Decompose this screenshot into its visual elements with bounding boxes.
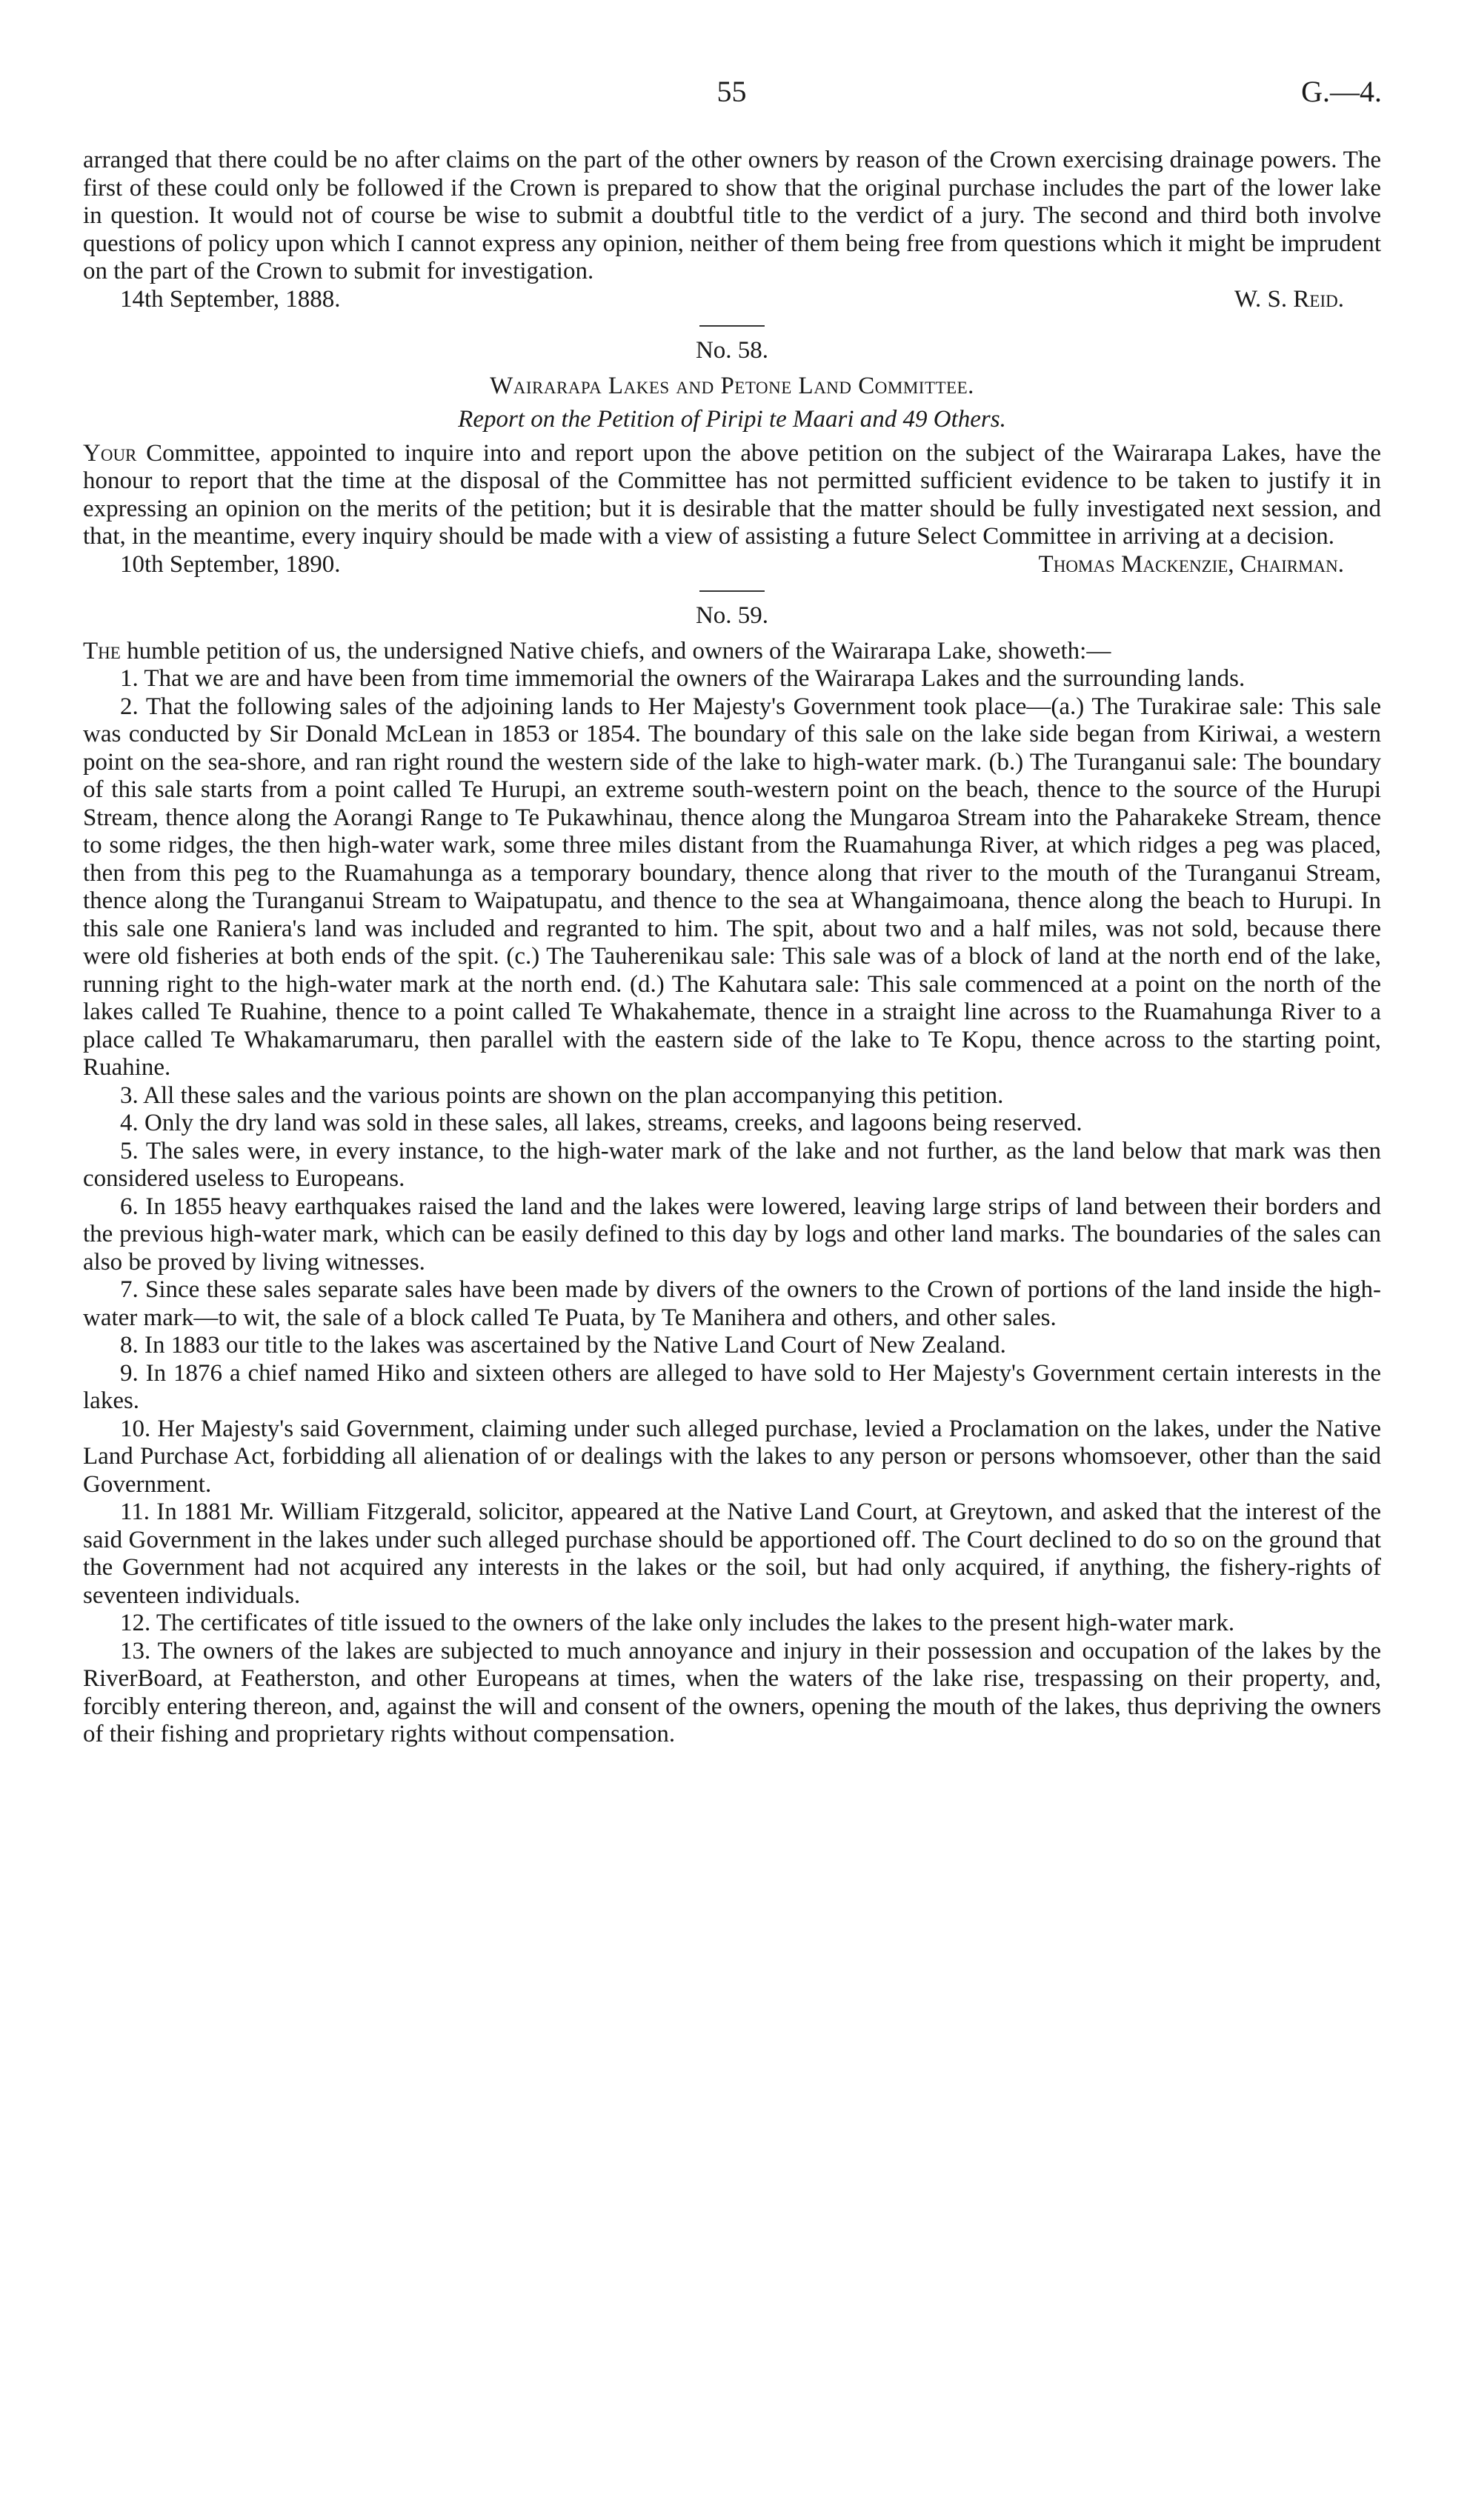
document-reference: G.—4. <box>1301 75 1382 108</box>
page-content <box>83 147 1381 1749</box>
intro-date: 14th September, 1888. <box>120 285 341 313</box>
section-59-intro <box>83 638 1381 666</box>
petition-paragraph-5: 5. The sales were, in every instance, to the high-water mark of the lake and not further, as the land below that mark was then considered useless to Europeans. <box>83 1137 1381 1192</box>
section-58-body: Committee, appointed to inquire into and report upon the above petition on the subject of the Wairarapa Lakes, have the honour to report that the time at the disposal of the Committee has not permitted sufficient evidence to be taken to justify it in expressing an opinion on the merits of the petition; but it is desirable that the matter should be fully investigated next session, and that, in the meantime, every inquiry should be made with a view of assisting a future Select Committee in arriving at a decision. <box>83 439 1381 550</box>
petition-paragraph-13: 13. The owners of the lakes are subjected to much annoyance and injury in their possession and occupation of the lakes by the RiverBoard, at Featherston, and other Europeans at times, when the waters of the lake rise, trespassing on their property, and, forcibly entering thereon, and, against the will and consent of the owners, opening the mouth of the lakes, thus depriving the owners of their fishing and proprietary rights without compensation. <box>83 1637 1381 1747</box>
petition-paragraph-4: 4. Only the dry land was sold in these sales, all lakes, streams, creeks, and lagoons being reserved. <box>120 1110 1082 1136</box>
intro-signature: W. S. Reid. <box>1234 285 1344 313</box>
petition-paragraph-11: 11. In 1881 Mr. William Fitzgerald, solicitor, appeared at the Native Land Court, at Greytown, and asked that the interest of the said Government in the lakes under such alleged purchase should be apportioned off. The Court declined to do so on the ground that the Government had not acquired any interests in the lakes or the soil, but had only acquired, if anything, the fishery-rights of seventeen individuals. <box>83 1499 1381 1609</box>
section-58-report <box>83 440 1381 551</box>
petition-paragraph-8: 8. In 1883 our title to the lakes was ascertained by the Native Land Court of New Zealand. <box>120 1332 1006 1359</box>
section-58-title: Wairarapa Lakes and Petone Land Committee. <box>490 372 974 399</box>
section-divider <box>699 590 765 592</box>
petition-paragraph-9: 9. In 1876 a chief named Hiko and sixteen others are alleged to have sold to Her Majesty's Government certain interests in the lakes. <box>83 1359 1381 1414</box>
page-number: 55 <box>716 75 747 108</box>
section-58-subtitle: Report on the Petition of Piripi te Maari and 49 Others. <box>458 406 1006 433</box>
petition-paragraph-10: 10. Her Majesty's said Government, claiming under such alleged purchase, levied a Proclamation on the lakes, under the Native Land Purchase Act, forbidding all alienation of or dealings with the lakes to any person or persons whomsoever, other than the said Government. <box>83 1415 1381 1498</box>
section-58-number: No. 58. <box>695 337 769 364</box>
petition-paragraph-7: 7. Since these sales separate sales have been made by divers of the owners to the Crown of portions of the land inside the high-water mark—to wit, the sale of a block called Te Puata, by Te Manihera and others, and other sales. <box>83 1276 1381 1331</box>
petition-paragraph-1: 1. That we are and have been from time immemorial the owners of the Wairarapa Lakes and the surrounding lands. <box>120 665 1245 692</box>
section-59-number: No. 59. <box>695 602 769 629</box>
petition-paragraph-3: 3. All these sales and the various points are shown on the plan accompanying this petition. <box>120 1081 1004 1109</box>
section-59-intro-text: humble petition of us, the undersigned Native chiefs, and owners of the Wairarapa Lake, showeth:— <box>120 637 1111 664</box>
petition-paragraph-6: 6. In 1855 heavy earthquakes raised the land and the lakes were lowered, leaving large strips of land between their borders and the previous high-water mark, which can be easily defined to this day by logs and other land marks. The boundaries of the sales can also be proved by living witnesses. <box>83 1193 1381 1276</box>
section-58-date: 10th September, 1890. <box>120 550 341 578</box>
section-58-signature: Thomas Mackenzie, Chairman. <box>1038 550 1344 578</box>
intro-signoff <box>83 286 1381 314</box>
section-divider <box>699 325 765 327</box>
section-59-lead: The <box>83 637 121 664</box>
page-header <box>82 74 1382 119</box>
section-58-signoff <box>83 551 1381 579</box>
petition-paragraph-2: 2. That the following sales of the adjoining lands to Her Majesty's Government took place—(a.) The Turakirae sale: This sale was conducted by Sir Donald McLean in 1853 or 1854. The boundary of this sale on the lake side began from Kiriwai, a western point on the sea-shore, and ran right round the western side of the lake to high-water mark. (b.) The Turanganui sale: The boundary of this sale starts from a point called Te Hurupi, an extreme south-western point on the beach, thence to the source of the Hurupi Stream, thence along the Aorangi Range to Te Pukawhinau, thence along the Mungaroa Stream into the Paharakeke Stream, thence to some ridges, the then high-water wark, some three miles distant from the Ruamahunga River, at which ridges a peg was placed, then from this peg to the Ruamahunga as a temporary boundary, thence along that river to the mouth of the Turanganui Stream, thence along the Turanganui Stream to Waipatupatu, and thence to the sea at Whangaimoana, thence along the beach to Hurupi. In this sale one Raniera's land was included and regranted to him. The spit, about two and a half miles, was not sold, because there were old fisheries at both ends of the spit. (c.) The Tauherenikau sale: This sale was of a block of land at the north end of the lake, running right to the high-water mark at the north end. (d.) The Kahutara sale: This sale commenced at a point on the north of the lakes called Te Ruahine, thence to a point called Te Whakahemate, thence in a straight line across to the Ruamahunga River to a place called Te Whakamarumaru, then parallel with the eastern side of the lake to Te Kopu, thence across to the starting point, Ruahine. <box>83 693 1381 1081</box>
section-58-lead: Your <box>83 439 137 467</box>
intro-paragraph: arranged that there could be no after claims on the part of the other owners by reason of the Crown exercising drainage powers. The first of these could only be followed if the Crown is prepared to show that the original purchase includes the part of the lower lake in question. It would not of course be wise to submit a doubtful title to the verdict of a jury. The second and third both involve questions of policy upon which I cannot express any opinion, neither of them being free from questions which it might be imprudent on the part of the Crown to submit for investigation. <box>83 147 1381 284</box>
petition-paragraph-12: 12. The certificates of title issued to the owners of the lake only includes the lakes to the present high-water mark. <box>120 1610 1235 1636</box>
